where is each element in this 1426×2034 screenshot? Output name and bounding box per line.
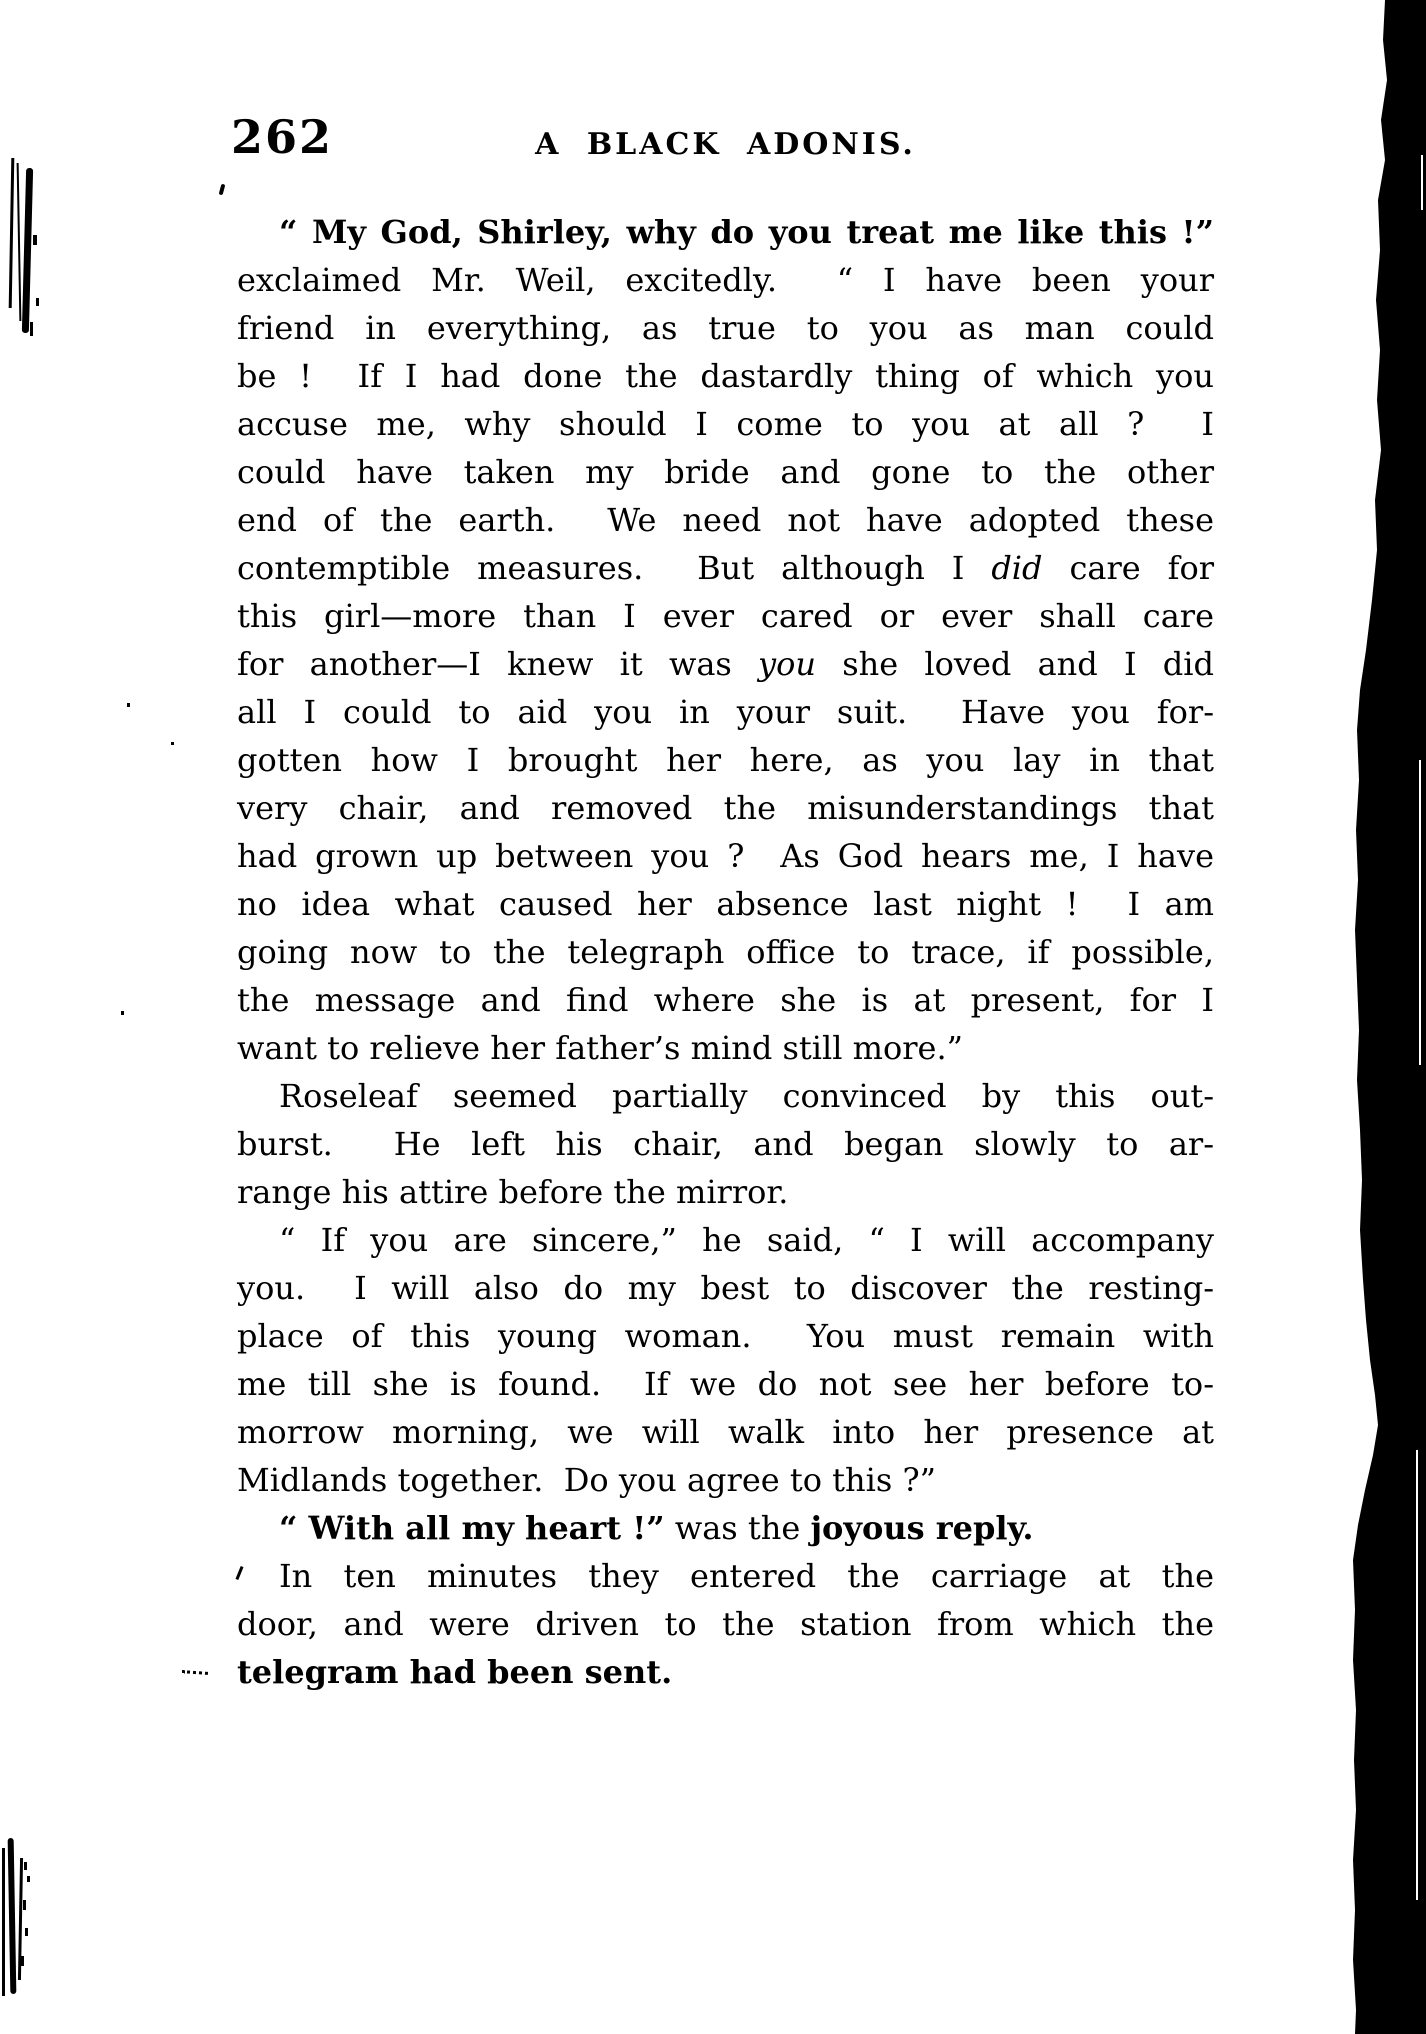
text-segment: care for [1042, 549, 1215, 587]
scan-speck [33, 235, 37, 245]
text-segment: going now to the telegraph office to trace, if possible, [237, 933, 1214, 971]
text-line [237, 688, 1214, 736]
text-line [237, 1552, 1214, 1600]
text-line [237, 640, 1214, 688]
scan-dash-mark [182, 1670, 208, 1675]
text-line [237, 208, 1214, 256]
text-segment: me till she is found. If we do not see her before to- [237, 1365, 1214, 1403]
scan-scratch-top-left [17, 163, 22, 321]
text-line [237, 1408, 1214, 1456]
text-line [237, 1120, 1214, 1168]
scan-speck [24, 1862, 27, 1870]
text-line [237, 736, 1214, 784]
scan-speck [27, 1876, 30, 1882]
text-segment: friend in everything, as true to you as man could [237, 309, 1214, 347]
scan-scratch-bottom-left [8, 1838, 17, 1994]
text-line [237, 1312, 1214, 1360]
binding-shadow [1340, 0, 1426, 2034]
text-segment: Midlands together. Do you agree to this ?” [237, 1461, 936, 1499]
text-segment: “ If you are sincere,” he said, “ I will accompany [279, 1221, 1214, 1259]
text-segment: you. I will also do my best to discover the resting- [237, 1269, 1214, 1307]
text-line [237, 1168, 1214, 1216]
text-line [237, 1360, 1214, 1408]
text-segment: you [758, 645, 816, 683]
text-segment: this girl—more than I ever cared or ever shall care [237, 597, 1214, 635]
text-segment: exclaimed Mr. Weil, excitedly. “ I have been your [237, 261, 1214, 299]
scan-speck [36, 298, 39, 306]
scan-scratch-top-left [22, 168, 33, 333]
text-line [237, 256, 1214, 304]
text-segment: end of the earth. We need not have adopted these [237, 501, 1214, 539]
text-line [237, 1504, 1214, 1552]
text-segment: gotten how I brought her here, as you lay in that [237, 741, 1214, 779]
text-segment: door, and were driven to the station from which the [237, 1605, 1214, 1643]
text-line [237, 1648, 1214, 1696]
text-line [237, 352, 1214, 400]
text-line [237, 400, 1214, 448]
scan-speck [21, 1956, 24, 1966]
scan-speck [127, 703, 130, 707]
text-segment: telegram had been sent. [237, 1653, 673, 1691]
text-line [237, 928, 1214, 976]
text-line [237, 976, 1214, 1024]
text-segment: “ My God, Shirley, why do you treat me like this !” [279, 213, 1214, 251]
text-line [237, 1264, 1214, 1312]
text-segment: be ! If I had done the dastardly thing of which you [237, 357, 1214, 395]
text-line [237, 448, 1214, 496]
text-line [237, 496, 1214, 544]
text-segment: accuse me, why should I come to you at all ? I [237, 405, 1214, 443]
text-segment: was the [664, 1509, 811, 1547]
scan-scratch-bottom-left [2, 1848, 5, 1996]
text-segment: morrow morning, we will walk into her presence at [237, 1413, 1214, 1451]
text-segment: “ With all my heart !” [279, 1509, 665, 1547]
text-segment: had grown up between you ? As God hears me, I have [237, 837, 1214, 875]
text-segment: contemptible measures. But although I [237, 549, 992, 587]
text-line [237, 1456, 1214, 1504]
body-text [237, 208, 1214, 1696]
scan-hairline [1416, 1450, 1418, 1900]
text-segment: place of this young woman. You must remain with [237, 1317, 1214, 1355]
scan-speck [121, 1011, 124, 1015]
scan-speck [30, 322, 33, 336]
text-line [237, 544, 1214, 592]
text-segment: no idea what caused her absence last night ! I am [237, 885, 1214, 923]
scan-hairline [1421, 155, 1423, 210]
text-line [237, 592, 1214, 640]
scan-speck [219, 184, 226, 196]
text-segment: range his attire before the mirror. [237, 1173, 789, 1211]
text-segment: burst. He left his chair, and began slowly to ar- [237, 1125, 1214, 1163]
text-line [237, 1024, 1214, 1072]
text-segment: Roseleaf seemed partially convinced by this out- [279, 1077, 1214, 1115]
scan-hairline [1419, 760, 1421, 1065]
text-line [237, 1600, 1214, 1648]
text-segment: In ten minutes they entered the carriage at the [279, 1557, 1214, 1595]
text-segment: all I could to aid you in your suit. Have you for- [237, 693, 1214, 731]
scan-scratch-top-left [9, 158, 15, 308]
scan-speck [171, 742, 174, 745]
text-line [237, 832, 1214, 880]
text-segment: want to relieve her father’s mind still more.” [237, 1029, 964, 1067]
text-segment: for another—I knew it was [237, 645, 759, 683]
scan-speck [23, 1900, 26, 1910]
text-segment: could have taken my bride and gone to the other [237, 453, 1214, 491]
text-line [237, 784, 1214, 832]
page-number: 262 [231, 110, 334, 164]
text-line [237, 1072, 1214, 1120]
scan-speck [25, 1928, 28, 1936]
text-line [237, 1216, 1214, 1264]
text-segment: she loved and I did [816, 645, 1215, 683]
text-line [237, 304, 1214, 352]
running-title: A BLACK ADONIS. [535, 127, 916, 162]
text-line [237, 880, 1214, 928]
text-segment: the message and find where she is at present, for I [237, 981, 1214, 1019]
text-segment: did [991, 549, 1043, 587]
text-segment: very chair, and removed the misunderstandings that [237, 789, 1214, 827]
text-segment: joyous reply. [810, 1509, 1034, 1547]
